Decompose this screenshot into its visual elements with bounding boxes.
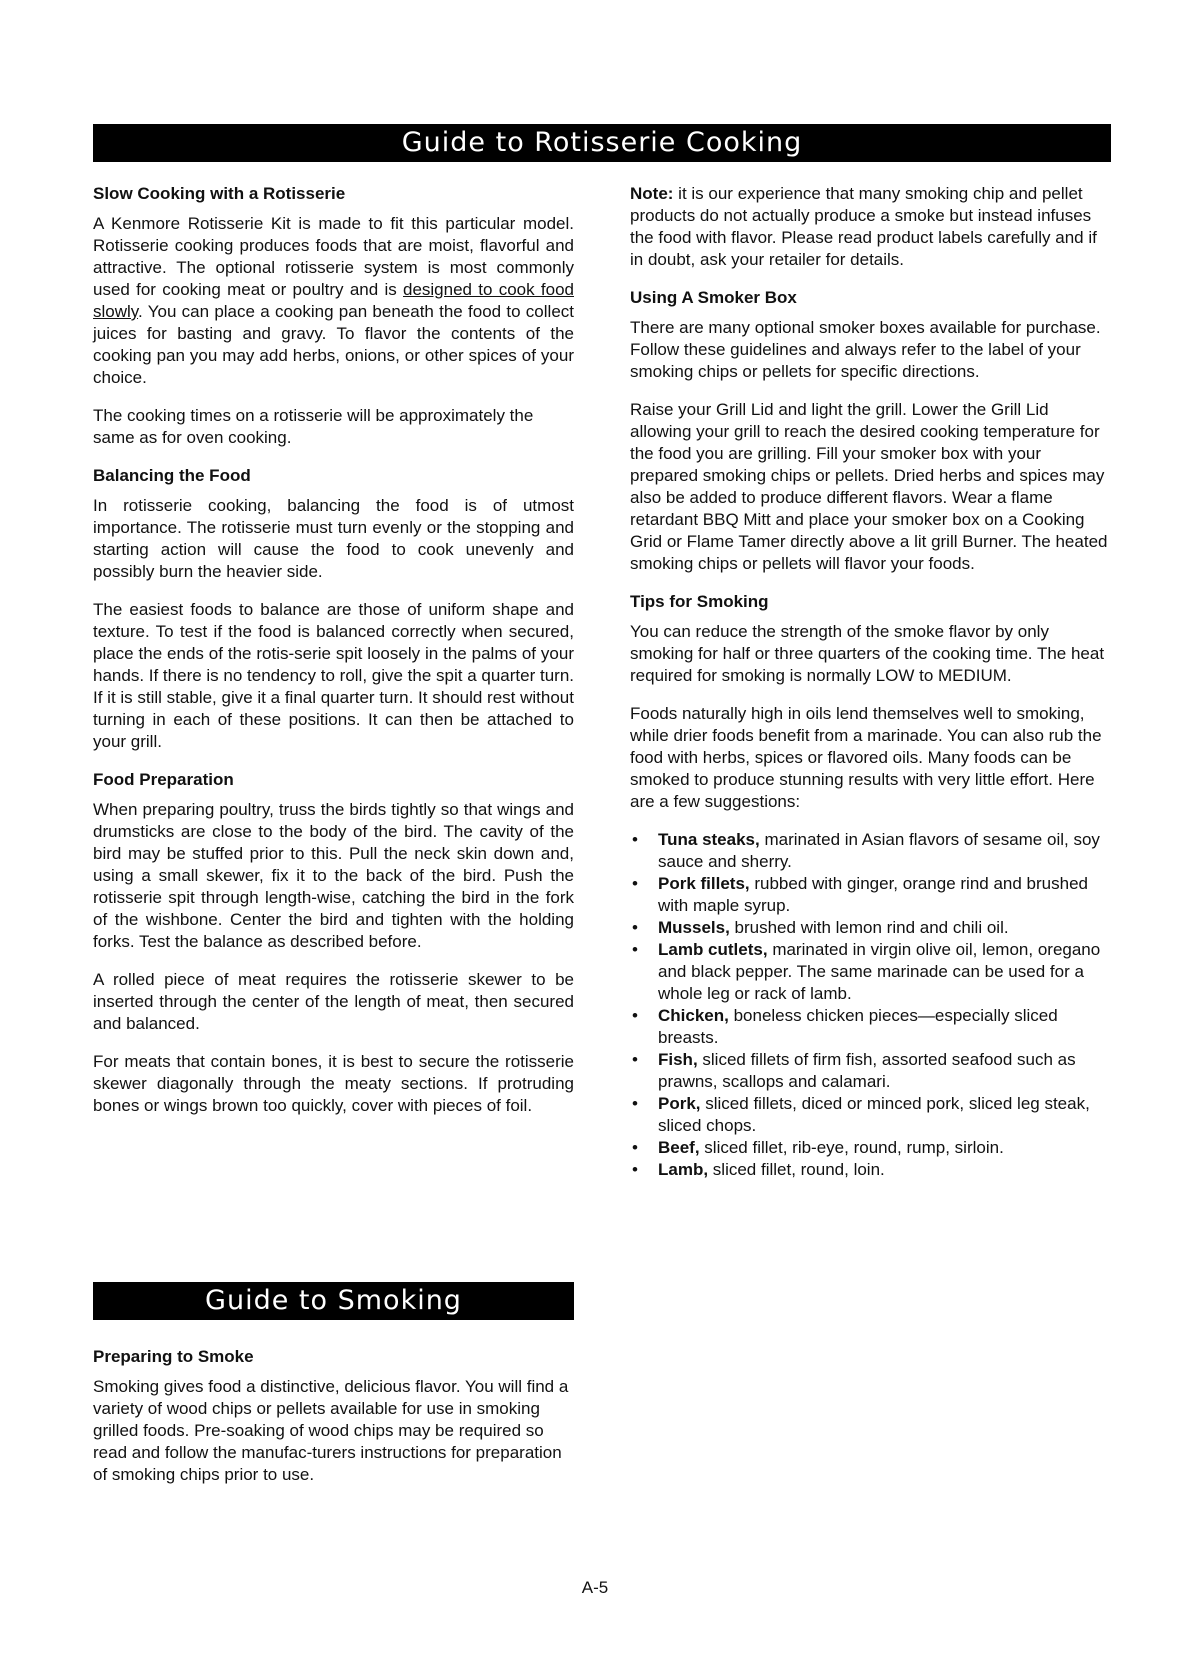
bullet-icon: • (632, 1094, 638, 1113)
note-label: Note: (630, 184, 674, 203)
bullet-icon: • (632, 1050, 638, 1069)
heading-smoker-box: Using A Smoker Box (630, 288, 797, 307)
page-number: A-5 (581, 1578, 609, 1597)
section-banner-rotisserie: Guide to Rotisserie Cooking (93, 124, 1111, 162)
paragraph-balancing-2: The easiest foods to balance are those of uniform shape and texture. To test if the food is balanced correctly when secured, place the ends of the rotis-serie spit loosely in the palms of your hands. If there is no tendency to roll, give the spit a quarter turn. If it is still stable, give it a final quarter turn. It should rest without turning in each of these positions. It can then be attached to your grill. (93, 600, 574, 751)
paragraph-balancing-1: In rotisserie cooking, balancing the food is of utmost importance. The rotisserie must turn evenly or the stopping and starting action will cause the food to cook unevenly and possibly burn the heavier side. (93, 496, 574, 581)
underlined-phrase: designed to cook food slowly (93, 280, 574, 321)
paragraph-tips-2: Foods naturally high in oils lend themselves well to smoking, while drier foods benefit from a marinade. You can also rub the food with herbs, spices or flavored oils. Many foods can be smoked to produce stunning results with very little effort. Here are a few suggestions: (630, 704, 1102, 811)
list-item: • Pork, sliced fillets, diced or minced pork, sliced leg steak, sliced chops. (632, 1094, 1090, 1135)
paragraph-prep-2: A rolled piece of meat requires the rotisserie skewer to be inserted through the center of the length of meat, then secured and balanced. (93, 970, 574, 1033)
bullet-icon: • (632, 1138, 638, 1157)
bullet-icon: • (632, 874, 638, 893)
list-item: • Mussels, brushed with lemon rind and chili oil. (632, 918, 1009, 937)
bullet-icon: • (632, 1006, 638, 1025)
list-item: • Fish, sliced fillets of firm fish, assorted seafood such as prawns, scallops and calamari. (632, 1050, 1076, 1091)
heading-preparing-to-smoke: Preparing to Smoke (93, 1347, 254, 1366)
paragraph-smoker-box-1: There are many optional smoker boxes available for purchase. Follow these guidelines and always refer to the label of your smoking chips or pellets for specific directions. (630, 318, 1101, 381)
heading-balancing: Balancing the Food (93, 466, 251, 485)
bullet-icon: • (632, 918, 638, 937)
paragraph-smoker-box-2: Raise your Grill Lid and light the grill. Lower the Grill Lid allowing your grill to reach the desired cooking temperature for the food you are grilling. Fill your smoker box with your prepared smoking chips or pellets. Dried herbs and spices may also be added to produce different flavors. Wear a flame retardant BBQ Mitt and place your smoker box on a Cooking Grid or Flame Tamer directly above a lit grill Burner. The heated smoking chips or pellets will flavor your foods. (630, 400, 1108, 573)
heading-slow-cooking: Slow Cooking with a Rotisserie (93, 184, 346, 203)
left-column-smoking (93, 1346, 574, 1502)
list-item: • Tuna steaks, marinated in Asian flavors of sesame oil, soy sauce and sherry. (632, 830, 1100, 871)
right-column (630, 183, 1111, 1181)
list-item: • Chicken, boneless chicken pieces—especially sliced breasts. (632, 1006, 1058, 1047)
suggestions-list (630, 829, 1111, 1181)
section-banner-smoking: Guide to Smoking (93, 1282, 574, 1320)
paragraph-prep-1: When preparing poultry, truss the birds tightly so that wings and drumsticks are close to the body of the bird. The cavity of the bird may be stuffed prior to this. Pull the neck skin down and, using a small skewer, fix it to the back of the bird. Push the rotisserie spit through length-wise, catching the bird in the fork of the wishbone. Center the bird and tighten with the holding forks. Test the balance as described before. (93, 800, 574, 951)
paragraph-tips-1: You can reduce the strength of the smoke flavor by only smoking for half or three quarters of the cooking time. The heat required for smoking is normally LOW to MEDIUM. (630, 622, 1105, 685)
left-column (93, 183, 574, 1133)
list-item: • Lamb, sliced fillet, round, loin. (632, 1160, 885, 1179)
heading-food-preparation: Food Preparation (93, 770, 234, 789)
list-item: • Pork fillets, rubbed with ginger, orange rind and brushed with maple syrup. (632, 874, 1088, 915)
bullet-icon: • (632, 940, 638, 959)
list-item: • Lamb cutlets, marinated in virgin olive oil, lemon, oregano and black pepper. The same marinade can be used for a whole leg or rack of lamb. (632, 940, 1101, 1003)
bullet-icon: • (632, 1160, 638, 1179)
bullet-icon: • (632, 830, 638, 849)
paragraph-note: Note: it is our experience that many smoking chip and pellet products do not actually produce a smoke but instead infuses the food with flavor. Please read product labels carefully and if in doubt, ask your retailer for details. (630, 184, 1097, 269)
paragraph-slow-cooking-1: A Kenmore Rotisserie Kit is made to fit this particular model. Rotisserie cooking produces foods that are moist, flavorful and attractive. The optional rotisserie system is most commonly used for cooking meat or poultry and is designed to cook food slowly. You can place a cooking pan beneath the food to collect juices for basting and gravy. To flavor the contents of the cooking pan you may add herbs, onions, or other spices of your choice. (93, 214, 574, 387)
heading-tips-smoking: Tips for Smoking (630, 592, 769, 611)
paragraph-preparing-to-smoke: Smoking gives food a distinctive, delicious flavor. You will find a variety of wood chips or pellets available for use in smoking grilled foods. Pre-soaking of wood chips may be required so read and follow the manufac-turers instructions for preparation of smoking chips prior to use. (93, 1377, 569, 1484)
list-item: • Beef, sliced fillet, rib-eye, round, rump, sirloin. (632, 1138, 1004, 1157)
paragraph-slow-cooking-2: The cooking times on a rotisserie will be approximately the same as for oven cooking. (93, 406, 534, 447)
paragraph-prep-3: For meats that contain bones, it is best to secure the rotisserie skewer diagonally through the meaty sections. If protruding bones or wings brown too quickly, cover with pieces of foil. (93, 1052, 574, 1115)
